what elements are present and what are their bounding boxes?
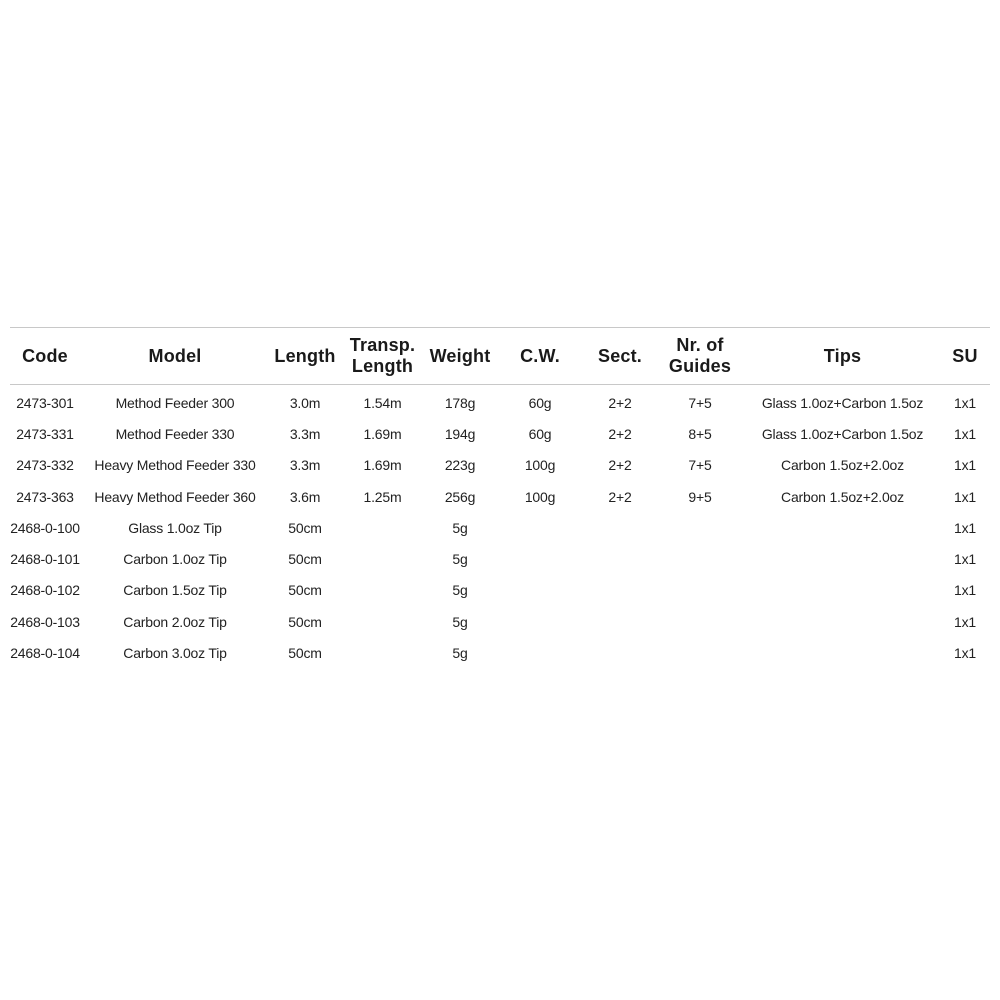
cell-sect: 2+2 [608,457,632,474]
header-sect: Sect. [597,345,643,366]
header-guides-line2: Guides [668,356,732,376]
cell-tips [745,512,940,543]
cell-weight: 256g [444,488,476,505]
cell-weight: 194g [444,425,476,442]
cell-length: 3.3m [289,425,321,442]
header-su: SU [952,345,978,366]
table-row [10,418,990,449]
cell-weight: 5g [452,519,468,536]
cell-transp-length: 1.25m [363,488,402,505]
cell-guides [655,512,745,543]
cell-tips: Glass 1.0oz+Carbon 1.5oz [761,394,924,411]
header-guides-line1: Nr. of [676,335,724,355]
cell-code: 2468-0-103 [10,613,80,630]
cell-cw [495,606,585,637]
cell-tips: Glass 1.0oz+Carbon 1.5oz [761,425,924,442]
cell-model: Glass 1.0oz Tip [128,519,222,536]
cell-code: 2468-0-104 [10,645,80,662]
cell-code: 2468-0-100 [10,519,80,536]
cell-transp-length [340,606,425,637]
cell-su: 1x1 [954,394,976,411]
cell-sect [585,606,655,637]
cell-guides: 8+5 [688,425,712,442]
cell-cw: 60g [528,425,552,442]
cell-code: 2468-0-101 [10,551,80,568]
table-body [10,385,990,669]
cell-cw: 100g [524,488,556,505]
table-row [10,575,990,606]
cell-length: 50cm [288,582,322,599]
cell-weight: 223g [444,457,476,474]
cell-length: 50cm [288,519,322,536]
cell-sect: 2+2 [608,488,632,505]
cell-su: 1x1 [954,645,976,662]
header-length: Length [274,345,336,366]
header-row [10,328,990,385]
cell-code: 2473-363 [16,488,74,505]
table-row [10,481,990,512]
header-model: Model [148,345,202,366]
cell-transp-length [340,575,425,606]
cell-model: Method Feeder 300 [115,394,235,411]
cell-length: 50cm [288,551,322,568]
spec-table [10,327,990,669]
cell-weight: 5g [452,645,468,662]
cell-su: 1x1 [954,613,976,630]
cell-tips [745,606,940,637]
cell-guides: 7+5 [688,394,712,411]
header-tips: Tips [823,345,862,366]
cell-tips: Carbon 1.5oz+2.0oz [781,488,904,505]
cell-transp-length: 1.69m [363,425,402,442]
cell-su: 1x1 [954,488,976,505]
cell-model: Heavy Method Feeder 360 [94,488,256,505]
header-code: Code [22,345,68,366]
table-row [10,543,990,574]
cell-cw [495,543,585,574]
cell-model: Carbon 2.0oz Tip [123,613,227,630]
cell-transp-length [340,637,425,668]
cell-transp-length [340,512,425,543]
cell-model: Carbon 1.0oz Tip [123,551,227,568]
table-header [10,328,990,385]
cell-code: 2468-0-102 [10,582,80,599]
table-row [10,512,990,543]
cell-length: 3.6m [289,488,321,505]
header-cw: C.W. [520,345,560,366]
cell-code: 2473-301 [16,394,74,411]
cell-model: Carbon 3.0oz Tip [123,645,227,662]
cell-su: 1x1 [954,551,976,568]
cell-su: 1x1 [954,519,976,536]
cell-transp-length: 1.54m [363,394,402,411]
cell-length: 50cm [288,613,322,630]
cell-transp-length [340,543,425,574]
header-transp-line2: Length [351,356,414,376]
cell-su: 1x1 [954,457,976,474]
cell-sect [585,637,655,668]
cell-length: 50cm [288,645,322,662]
cell-cw [495,637,585,668]
cell-weight: 5g [452,582,468,599]
cell-transp-length: 1.69m [363,457,402,474]
cell-su: 1x1 [954,582,976,599]
cell-code: 2473-331 [16,425,74,442]
cell-model: Carbon 1.5oz Tip [123,582,227,599]
table-row [10,385,990,419]
cell-sect: 2+2 [608,425,632,442]
header-transp-length [340,328,425,385]
table-row [10,450,990,481]
header-transp-line1: Transp. [349,335,416,355]
table-row [10,606,990,637]
cell-sect [585,512,655,543]
cell-weight: 178g [444,394,476,411]
cell-model: Heavy Method Feeder 330 [94,457,256,474]
cell-length: 3.0m [289,394,321,411]
cell-guides [655,543,745,574]
cell-weight: 5g [452,551,468,568]
cell-code: 2473-332 [16,457,74,474]
cell-sect: 2+2 [608,394,632,411]
cell-length: 3.3m [289,457,321,474]
cell-cw: 100g [524,457,556,474]
cell-weight: 5g [452,613,468,630]
table-row [10,637,990,668]
cell-su: 1x1 [954,425,976,442]
cell-guides: 9+5 [688,488,712,505]
cell-cw: 60g [528,394,552,411]
header-guides [655,328,745,385]
cell-tips: Carbon 1.5oz+2.0oz [781,457,904,474]
header-weight: Weight [429,345,491,366]
cell-sect [585,543,655,574]
cell-guides [655,637,745,668]
cell-guides: 7+5 [688,457,712,474]
cell-guides [655,575,745,606]
cell-sect [585,575,655,606]
cell-cw [495,512,585,543]
cell-guides [655,606,745,637]
cell-model: Method Feeder 330 [115,425,235,442]
cell-tips [745,637,940,668]
cell-cw [495,575,585,606]
cell-tips [745,575,940,606]
cell-tips [745,543,940,574]
